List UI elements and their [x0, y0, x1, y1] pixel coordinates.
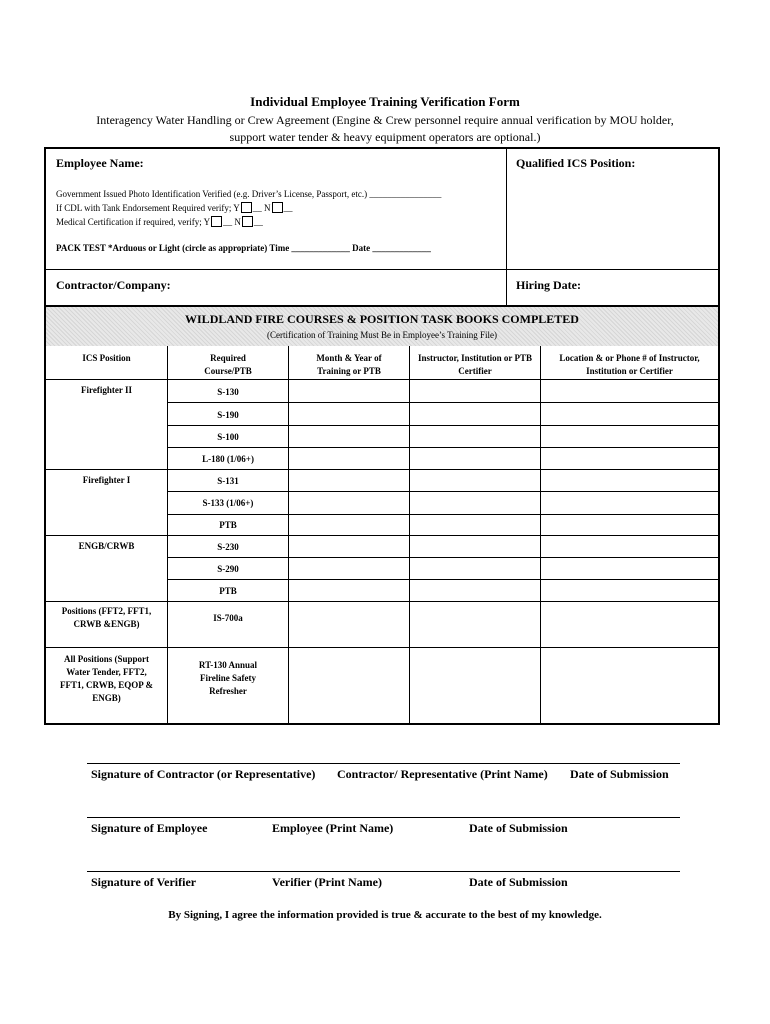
cdl-line: If CDL with Tank Endorsement Required verify; Y __ N __ [56, 203, 293, 213]
group-firefighter-1: Firefighter I [82, 475, 131, 485]
course-is700a: IS-700a [213, 613, 243, 623]
sig-contractor-print-label: Contractor/ Representative (Print Name) [337, 767, 548, 781]
medical-no-checkbox[interactable] [242, 216, 253, 227]
photo-id-line: Government Issued Photo Identification Verified (e.g. Driver’s License, Passport, etc.) ________________ [56, 189, 442, 199]
attestation-statement: By Signing, I agree the information provided is true & accurate to the best of my knowledge. [168, 909, 602, 921]
course-s290: S-290 [217, 564, 239, 574]
signature-line-3[interactable] [87, 871, 680, 872]
course-l180: L-180 (1/06+) [202, 454, 254, 464]
banner-subtitle: (Certification of Training Must Be in Employee’s Training File) [267, 330, 497, 340]
form-title: Individual Employee Training Verification Form [250, 94, 520, 109]
header-instructor: Instructor, Institution or PTB Certifier [417, 353, 533, 376]
group-positions: Positions (FFT2, FFT1, CRWB &ENGB) [61, 606, 152, 629]
medical-yes-checkbox[interactable] [211, 216, 222, 227]
sig-contractor-label: Signature of Contractor (or Representative) [91, 767, 316, 781]
signature-line-1[interactable] [87, 763, 680, 764]
header-required-course: Required Course/PTB [204, 353, 252, 376]
sig-employee-label: Signature of Employee [91, 821, 208, 835]
banner-title: WILDLAND FIRE COURSES & POSITION TASK BOOKS COMPLETED [185, 312, 579, 326]
sig-contractor-date-label: Date of Submission [570, 767, 669, 781]
sig-verifier-date-label: Date of Submission [469, 875, 568, 889]
employee-name-label: Employee Name: [56, 156, 144, 170]
form-subtitle: Interagency Water Handling or Crew Agreement (Engine & Crew personnel require annual verification by MOU holder, support water tender & heavy equipment operators are optional.) [96, 113, 674, 144]
training-table [44, 346, 720, 725]
signature-line-2[interactable] [87, 817, 680, 818]
group-engb-crwb: ENGB/CRWB [78, 541, 135, 551]
sig-verifier-label: Signature of Verifier [91, 875, 197, 889]
course-s230: S-230 [217, 542, 239, 552]
sig-employee-date-label: Date of Submission [469, 821, 568, 835]
header-ics-position: ICS Position [82, 353, 131, 363]
employee-info-box [44, 147, 720, 307]
sig-employee-print-label: Employee (Print Name) [272, 821, 394, 835]
group-all-positions: All Positions (Support Water Tender, FFT2, FFT1, CRWB, EQOP & ENGB) [60, 654, 153, 703]
course-ptb-ff1: PTB [219, 520, 237, 530]
course-s100: S-100 [217, 432, 239, 442]
sig-verifier-print-label: Verifier (Print Name) [272, 875, 382, 889]
cdl-yes-checkbox[interactable] [241, 202, 252, 213]
courses-banner [44, 307, 720, 346]
course-s190: S-190 [217, 410, 239, 420]
course-s131: S-131 [217, 476, 239, 486]
course-ptb-engb: PTB [219, 586, 237, 596]
contractor-label: Contractor/Company: [56, 278, 171, 292]
header-month-year: Month & Year of Training or PTB [316, 353, 382, 376]
qualified-position-label: Qualified ICS Position: [516, 156, 636, 170]
course-s133: S-133 (1/06+) [202, 498, 254, 508]
course-rt130: RT-130 Annual Fireline Safety Refresher [198, 660, 258, 696]
cdl-no-checkbox[interactable] [272, 202, 283, 213]
pack-test-line: PACK TEST *Arduous or Light (circle as appropriate) Time _____________ Date _____________ [56, 243, 431, 253]
medical-line: Medical Certification if required, verify; Y __ N __ [56, 217, 263, 227]
group-firefighter-2: Firefighter II [81, 385, 132, 395]
hiring-date-label: Hiring Date: [516, 278, 581, 292]
header-location: Location & or Phone # of Instructor, Institution or Certifier [559, 353, 700, 376]
course-s130: S-130 [217, 387, 239, 397]
